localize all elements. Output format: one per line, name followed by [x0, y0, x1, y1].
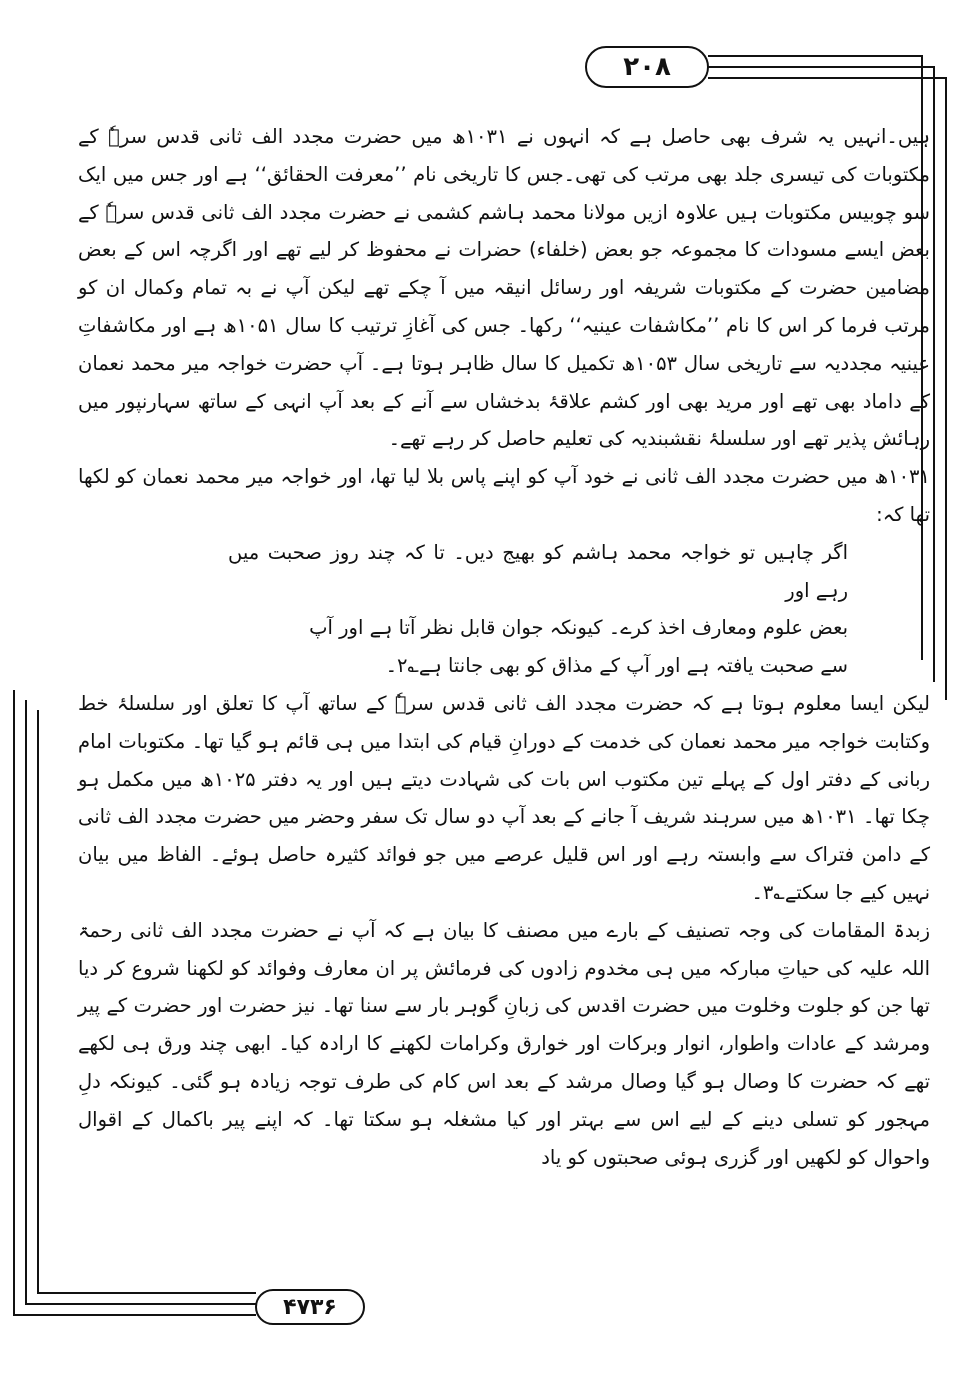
paragraph-4: زبدۃ المقامات کی وجہ تصنیف کے بارے میں مصنف کا بیان ہے کہ آپ نے حضرت مجدد الف ثانی رحمۃ اللہ علیہ کی حیاتِ مبارکہ میں ہی مخدوم زادوں کی فرمائش پر ان معارف وفوائد کو لکھنا شروع کر دیا تھا جن کو جلوت وخلوت میں حضرت اقدس کی زبانِ گوہر بار سے سنا تھا۔ نیز حضرت اور حضرت کے پیر ومرشد کے عادات واطوار، انوار وبرکات اور خوارق وکرامات لکھنے کا ارادہ کیا۔ ابھی چند ورق ہی لکھے تھے کہ حضرت کا وصال ہو گیا وصال مرشد کے بعد اس کام کی طرف توجہ زیادہ ہو گئی۔ کیونکہ دلِ مہجور کو تسلی دینے کے لیے اس سے بہتر اور کیا مشغلہ ہو سکتا تھا۔ کہ اپنے پیر باکمال کے اقوال واحوال کو لکھیں اور گزری ہوئی صحبتوں کو یاد [78, 918, 930, 1169]
body-text [78, 118, 930, 1176]
quote-line-3: سے صحبت یافتہ ہے اور آپ کے مذاق کو بھی جانتا ہے؎۲۔ [385, 654, 848, 678]
page-number-bottom: ۴۷۳۶ [283, 1294, 337, 1320]
paragraph-1: ہیں۔انہیں یہ شرف بھی حاصل ہے کہ انہوں نے ۱۰۳۱ھ میں حضرت مجدد الف ثانی قدس سرہٗ کے مکتوبات کی تیسری جلد بھی مرتب کی تھی۔جس کا تاریخی نام ’’معرفت الحقائق‘‘ ہے اور جس میں ایک سو چوبیس مکتوبات ہیں علاوہ ازیں مولانا محمد ہاشم کشمی نے حضرت مجدد الف ثانی قدس سرہٗ کے بعض ایسے مسودات کا مجموعہ جو بعض (خلفاء) حضرات نے محفوظ کر لیے تھے اور اگرچہ اس کے بعض مضامین حضرت کے مکتوبات شریفہ اور رسائل انیقہ میں آ چکے تھے لیکن آپ نے بہ تمام وکمال ان کو مرتب فرما کر اس کا نام ’’مکاشفات عینیہ‘‘ رکھا۔ جس کی آغازِ ترتیب کا سال ۱۰۵۱ھ ہے اور مکاشفاتِ عینیہ مجددیہ سے تاریخی سال ۱۰۵۳ھ تکمیل کا سال ظاہر ہوتا ہے۔ آپ حضرت خواجہ میر محمد نعمان کے داماد بھی تھے اور مرید بھی اور کشم علاقۂ بدخشاں سے آنے کے بعد آپ انہی کے ساتھ سہارنپور میں رہائش پذیر تھے اور سلسلۂ نقشبندیہ کی تعلیم حاصل کر رہے تھے۔ [78, 125, 930, 451]
paragraph-3: لیکن ایسا معلوم ہوتا ہے کہ حضرت مجدد الف ثانی قدس سرہٗ کے ساتھ آپ کا تعلق اور سلسلۂ خط وکتابت خواجہ میر محمد نعمان کی خدمت کے دورانِ قیام کی ابتدا میں ہی قائم ہو گیا تھا۔ مکتوبات امام ربانی کے دفتر اول کے پہلے تین مکتوب اس بات کی شہادت دیتے ہیں اور یہ دفتر ۱۰۲۵ھ میں مکمل ہو چکا تھا۔ ۱۰۳۱ھ میں سرہند شریف آ جانے کے بعد آپ دو سال تک سفر وحضر میں حضرت مجدد الف ثانی کے دامن فتراک سے وابستہ رہے اور اس قلیل عرصے میں جو فوائد کثیرہ حاصل ہوئے۔ الفاظ میں بیان نہیں کیے جا سکتے؎۳۔ [78, 691, 930, 904]
block-quote [228, 534, 848, 685]
paragraph-2: ۱۰۳۱ھ میں حضرت مجدد الف ثانی نے خود آپ کو اپنے پاس بلا لیا تھا، اور خواجہ میر محمد نعمان کو لکھا تھا کہ: [78, 465, 930, 526]
quote-line-1: اگر چاہیں تو خواجہ محمد ہاشم کو بھیج دیں۔ تا کہ چند روز صحبت میں رہے اور [228, 540, 848, 602]
quote-line-2: بعض علوم ومعارف اخذ کرے۔ کیونکہ جوان قابل نظر آتا ہے اور آپ [309, 616, 848, 640]
page-number-top: ۲۰۸ [623, 52, 671, 82]
